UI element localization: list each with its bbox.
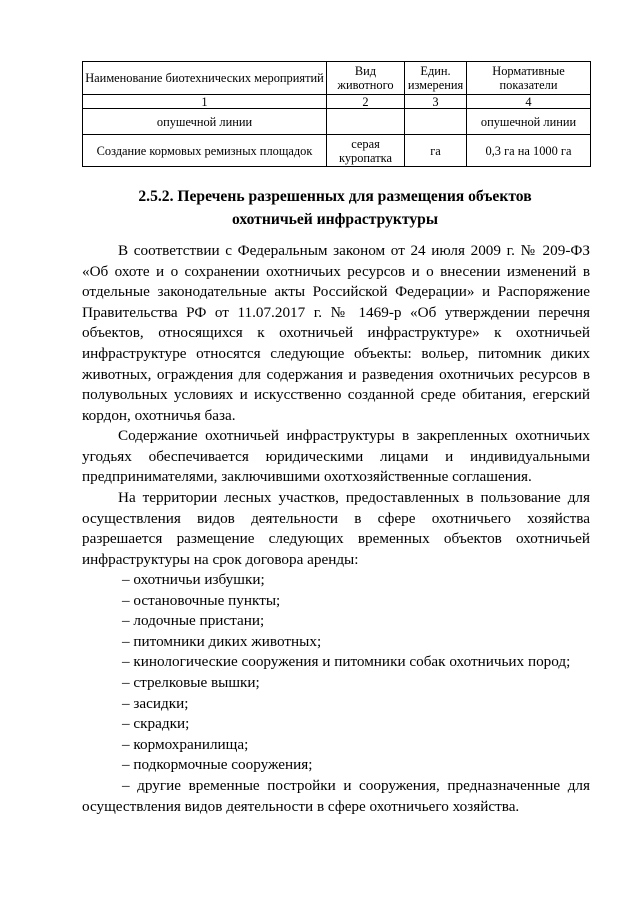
paragraph-federal-law: В соответствии с Федеральным законом от 24 июля 2009 г. № 209-ФЗ «Об охоте и о сохранении охотничьих ресурсов и о внесении изменений в отдельные законодательные акты Российской Федерации» и Распоряжение Правительства РФ от 11.07.2017 г. № 1469-р «Об утверждении перечня объектов, относящихся к охотничьей инфраструктуре» к охотничьей инфраструктуре относятся следующие объекты: вольер, питомник диких животных, ограждения для содержания и разведения охотничьих ресурсов в полувольных условиях и искусственно созданной среде обитания, егерский кордон, охотничья база. — [82, 242, 590, 424]
paragraph-forest-plots: На территории лесных участков, предоставленных в пользование для осуществления видов деятельности в сфере охотничьего хозяйства разрешается размещение следующих временных объектов охотничьей инфраструктуры на срок договора аренды: — [82, 489, 590, 568]
table-number-cell: 1 — [83, 95, 327, 109]
table-number-cell: 2 — [327, 95, 405, 109]
table-cell: 0,3 га на 1000 га — [467, 135, 591, 167]
table-number-row — [83, 95, 591, 109]
table-header-cell: Вид животного — [327, 62, 405, 95]
table-number-cell: 3 — [405, 95, 467, 109]
list-item: – скрадки; — [122, 715, 190, 732]
table-cell — [327, 109, 405, 135]
table-cell: га — [405, 135, 467, 167]
list-item: – охотничьи избушки; — [122, 571, 265, 588]
list-item: – остановочные пункты; — [122, 592, 281, 609]
table-cell: опушечной линии — [83, 109, 327, 135]
table-header-cell: Нормативные показатели — [467, 62, 591, 95]
table-header-cell: Наименование биотехнических мероприятий — [83, 62, 327, 95]
section-heading: 2.5.2. Перечень разрешенных для размещения объектов охотничьей инфраструктуры — [138, 188, 532, 228]
list-item: – стрелковые вышки; — [122, 674, 260, 691]
table-cell: Создание кормовых ремизных площадок — [83, 135, 327, 167]
table-cell — [405, 109, 467, 135]
table-row — [83, 109, 591, 135]
list-item: – засидки; — [122, 695, 189, 712]
table-header-row — [83, 62, 591, 95]
list-item-last: – другие временные постройки и сооружения, предназначенные для осуществления видов деятельности в сфере охотничьего хозяйства. — [82, 777, 590, 815]
table-header-cell: Един. измерения — [405, 62, 467, 95]
list-item: – кинологические сооружения и питомники собак охотничьих пород; — [122, 653, 571, 670]
list-item: – питомники диких животных; — [122, 633, 322, 650]
table-number-cell: 4 — [467, 95, 591, 109]
list-item: – подкормочные сооружения; — [122, 756, 313, 773]
table-cell: опушечной линии — [467, 109, 591, 135]
paragraph-maintenance: Содержание охотничьей инфраструктуры в закрепленных охотничьих угодьях обеспечивается юридическими лицами и индивидуальными предпринимателями, заключившими охотхозяйственные соглашения. — [82, 427, 590, 486]
biotechnical-measures-table — [82, 61, 591, 167]
table-cell: серая куропатка — [327, 135, 405, 167]
table-row — [83, 135, 591, 167]
list-item: – лодочные пристани; — [122, 612, 265, 629]
list-item: – кормохранилища; — [122, 736, 249, 753]
